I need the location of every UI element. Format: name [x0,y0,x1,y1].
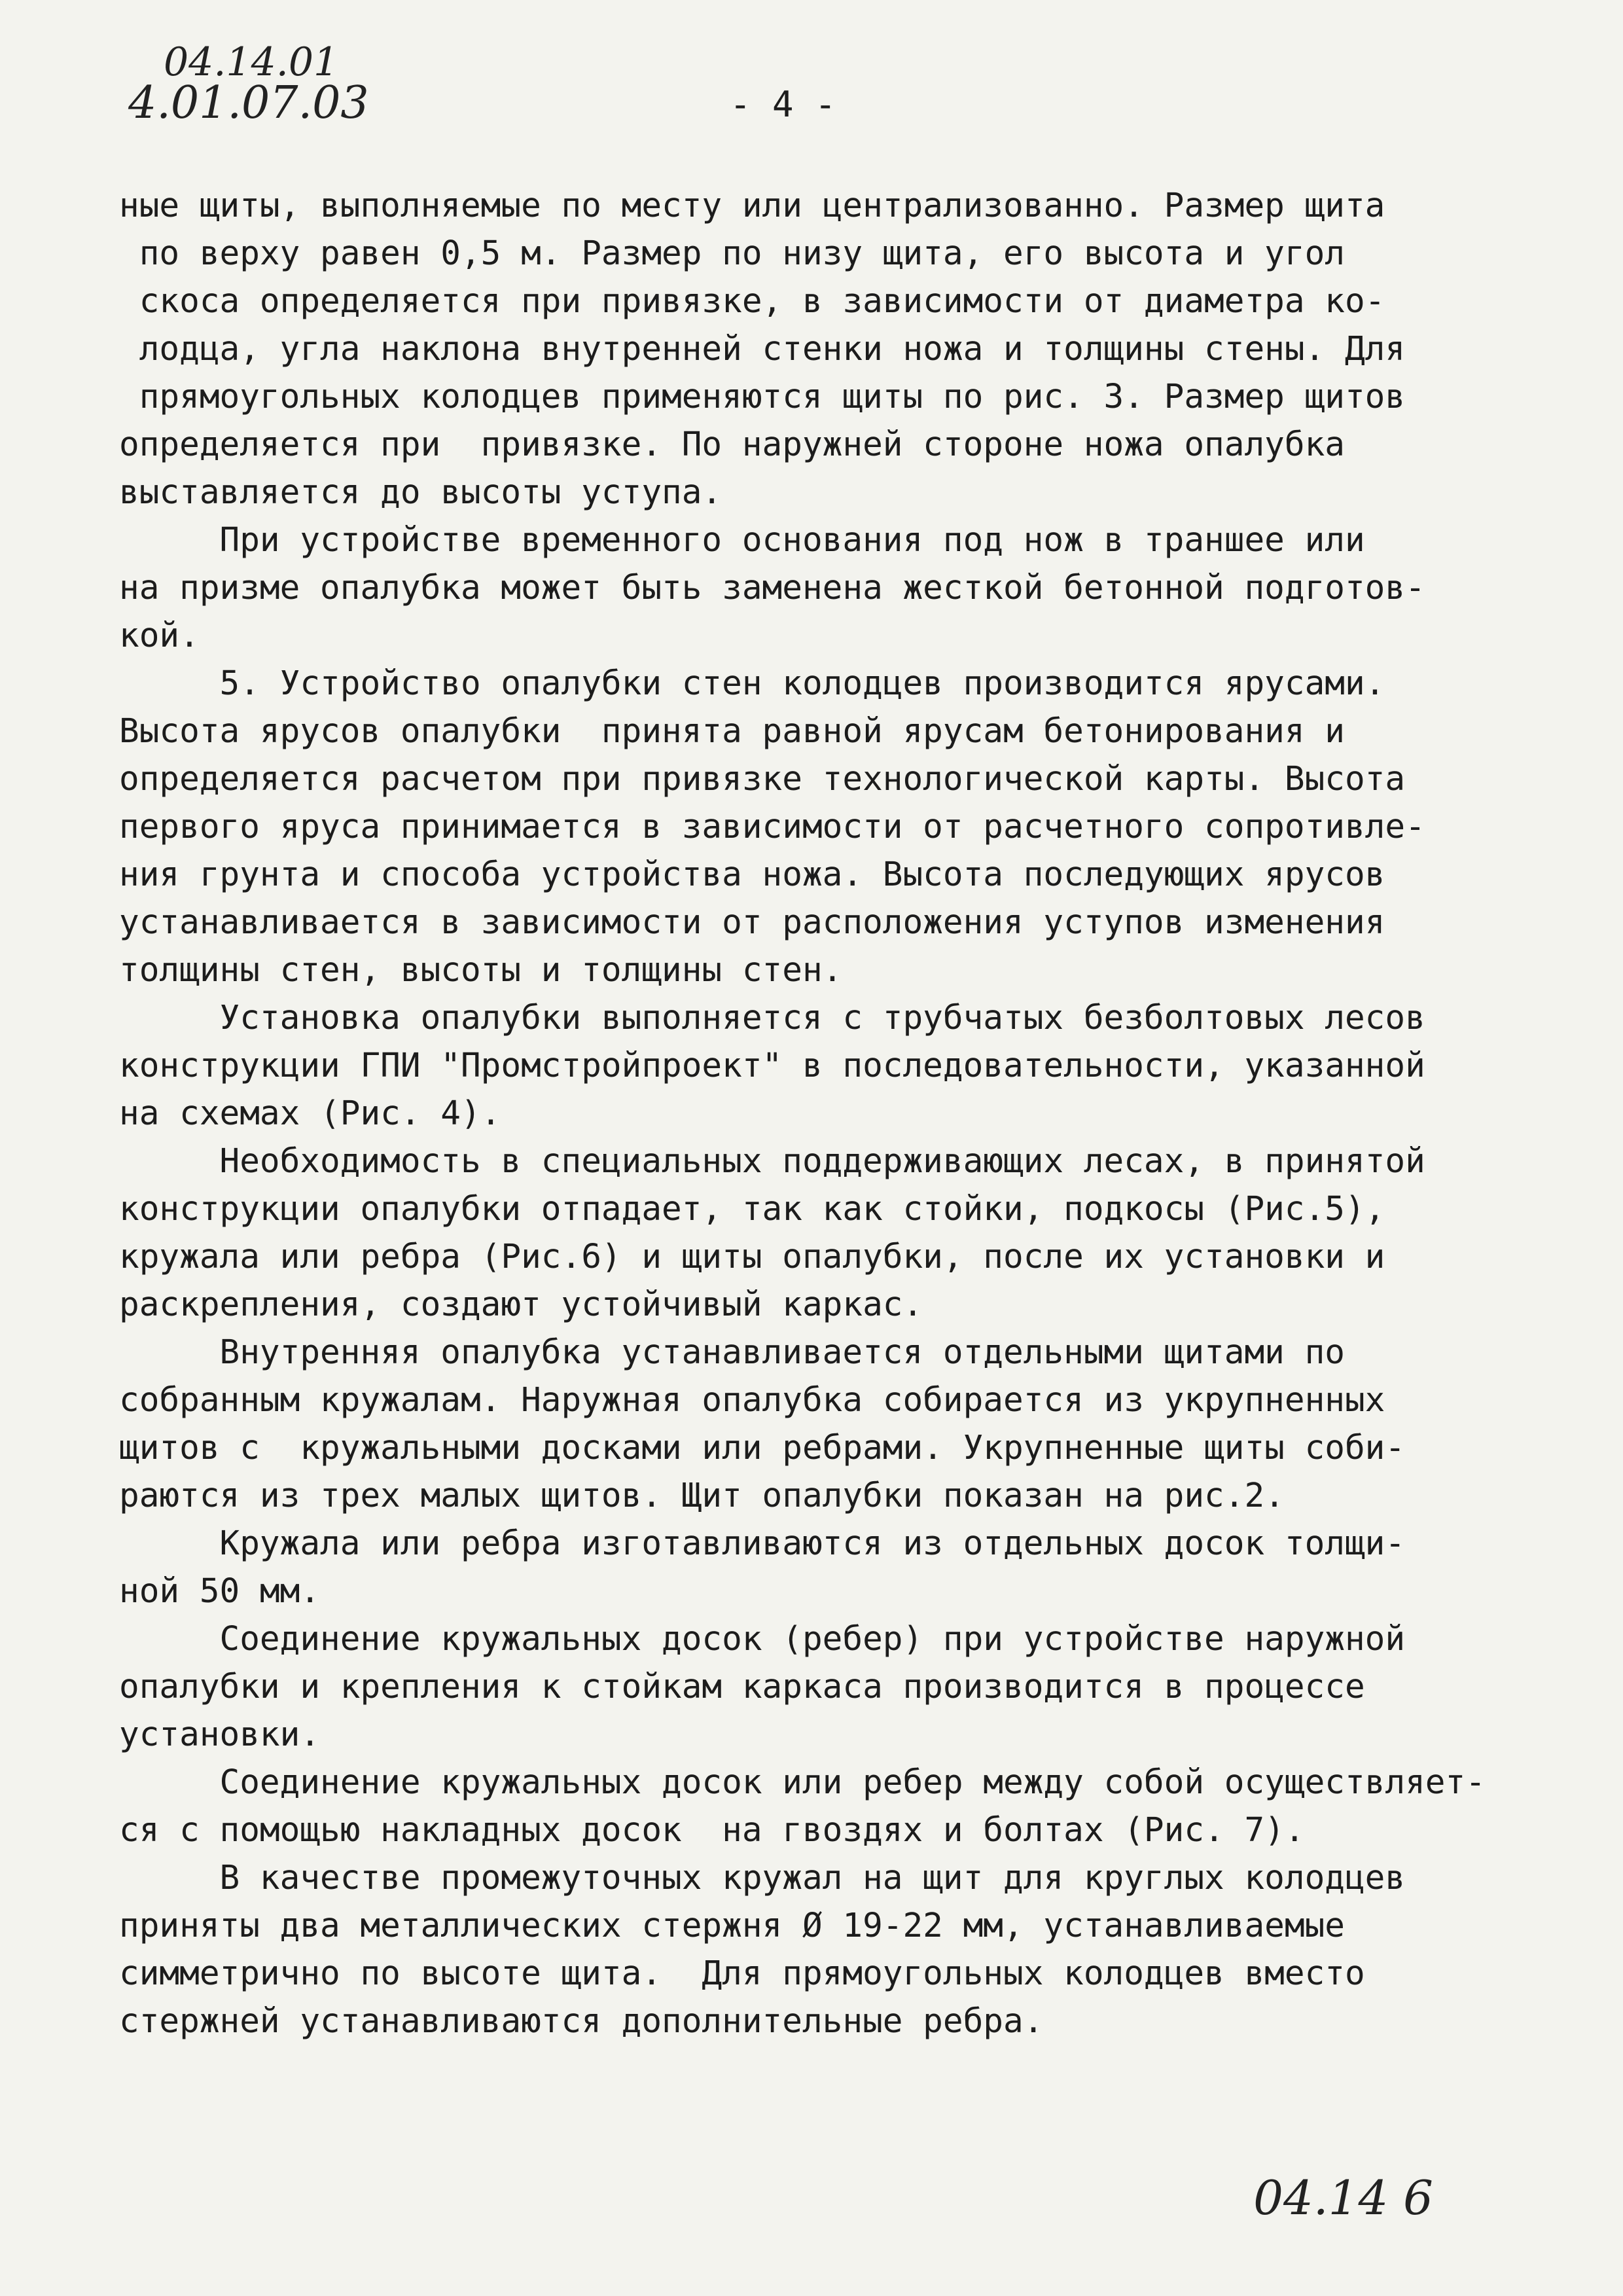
body-text-line: установки. [119,1715,321,1754]
handwritten-code-bottom: 4.01.07.03 [128,77,369,129]
body-text-line: первого яруса принимается в зависимости от расчетного сопротивле- [119,808,1425,846]
handwritten-code-top: 04.14.01 [164,39,339,85]
body-text-line: В качестве промежуточных кружал на щит для круглых колодцев [119,1859,1406,1897]
body-text-line: конструкции ГПИ "Промстройпроект" в последовательности, указанной [119,1047,1425,1085]
body-text-line: лодца, угла наклона внутренней стенки ножа и толщины стены. Для [119,330,1406,368]
body-text-line: на схемах (Рис. 4). [119,1094,501,1133]
body-text-line: раются из трех малых щитов. Щит опалубки показан на рис.2. [119,1477,1285,1515]
document-body [119,182,1520,2045]
body-text-line: симметрично по высоте щита. Для прямоугольных колодцев вместо [119,1954,1365,1993]
body-text-line: ные щиты, выполняемые по месту или централизованно. Размер щита [119,187,1385,225]
body-text-line: собранным кружалам. Наружная опалубка собирается из укрупненных [119,1381,1385,1420]
body-text-line: Внутренняя опалубка устанавливается отдельными щитами по [119,1333,1345,1372]
body-text-line: приняты два металлических стержня Ø 19-22 мм, устанавливаемые [119,1907,1345,1945]
body-text-line: стержней устанавливаются дополнительные ребра. [119,2002,1044,2041]
body-text-line: При устройстве временного основания под нож в траншее или [119,521,1365,560]
body-text-line: по верху равен 0,5 м. Размер по низу щита, его высота и угол [119,234,1345,273]
body-text-line: конструкции опалубки отпадает, так как стойки, подкосы (Рис.5), [119,1190,1385,1229]
body-text-line: скоса определяется при привязке, в зависимости от диаметра ко- [119,282,1385,321]
body-text-line: определяется при привязке. По наружней стороне ножа опалубка [119,425,1345,464]
body-text-line: определяется расчетом при привязке технологической карты. Высота [119,760,1406,798]
body-text-line: Соединение кружальных досок или ребер между собой осуществляет- [119,1763,1486,1802]
body-text-line: кружала или ребра (Рис.6) и щиты опалубки, после их установки и [119,1238,1385,1276]
body-text-line: Установка опалубки выполняется с трубчатых безболтовых лесов [119,999,1425,1037]
body-text-line: ной 50 мм. [119,1572,321,1611]
handwritten-sheet-number: 04.14 6 [1253,2170,1433,2225]
body-text-line: ния грунта и способа устройства ножа. Высота последующих ярусов [119,855,1385,894]
body-text-line: на призме опалубка может быть заменена жесткой бетонной подготов- [119,569,1425,607]
body-text-line: прямоугольных колодцев применяются щиты по рис. 3. Размер щитов [119,378,1406,416]
body-text-line: 5. Устройство опалубки стен колодцев производится ярусами. [119,664,1385,703]
body-text-line: опалубки и крепления к стойкам каркаса производится в процессе [119,1668,1365,1706]
body-text-line: Соединение кружальных досок (ребер) при устройстве наружной [119,1620,1406,1659]
body-text-line: Высота ярусов опалубки принята равной ярусам бетонирования и [119,712,1345,751]
body-text-line: Кружала или ребра изготавливаются из отдельных досок толщи- [119,1524,1406,1563]
body-text-line: ся с помощью накладных досок на гвоздях и болтах (Рис. 7). [119,1811,1305,1850]
body-text-line: раскрепления, создают устойчивый каркас. [119,1285,923,1324]
body-text-line: толщины стен, высоты и толщины стен. [119,951,843,990]
body-text-line: Необходимость в специальных поддерживающих лесах, в принятой [119,1142,1425,1181]
body-text-line: щитов с кружальными досками или ребрами. Укрупненные щиты соби- [119,1429,1406,1467]
body-text-line: кой. [119,617,200,655]
body-text-line: выставляется до высоты уступа. [119,473,722,512]
page-number: - 4 - [730,84,836,125]
body-text-line: устанавливается в зависимости от расположения уступов изменения [119,903,1385,942]
